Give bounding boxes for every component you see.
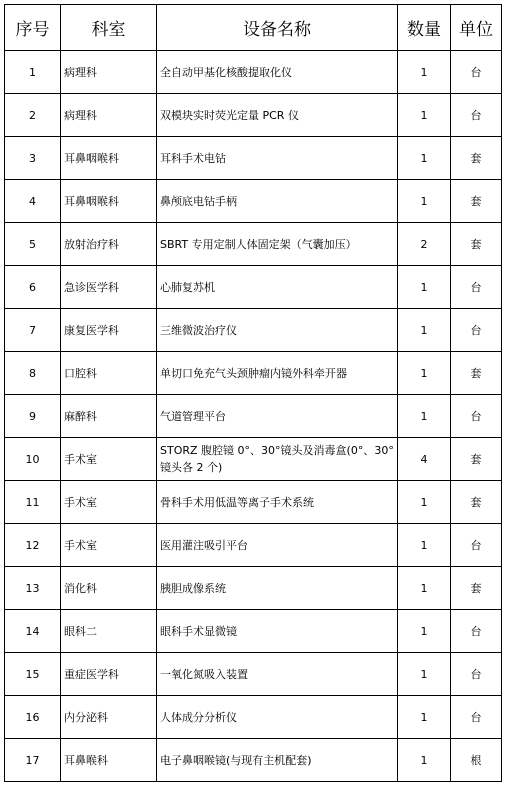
cell-unit: 台 bbox=[451, 524, 502, 567]
cell-name: 全自动甲基化核酸提取化仪 bbox=[157, 51, 398, 94]
cell-unit: 台 bbox=[451, 395, 502, 438]
cell-no: 6 bbox=[5, 266, 61, 309]
cell-dept: 急诊医学科 bbox=[61, 266, 157, 309]
cell-unit: 台 bbox=[451, 610, 502, 653]
table-row bbox=[5, 223, 502, 266]
cell-unit: 根 bbox=[451, 739, 502, 782]
cell-dept: 耳鼻咽喉科 bbox=[61, 137, 157, 180]
table-row bbox=[5, 567, 502, 610]
cell-no: 9 bbox=[5, 395, 61, 438]
table-row bbox=[5, 266, 502, 309]
cell-name: 单切口免充气头颈肿瘤内镜外科牵开器 bbox=[157, 352, 398, 395]
cell-dept: 病理科 bbox=[61, 94, 157, 137]
cell-unit: 套 bbox=[451, 137, 502, 180]
cell-dept: 麻醉科 bbox=[61, 395, 157, 438]
cell-no: 15 bbox=[5, 653, 61, 696]
cell-unit: 套 bbox=[451, 438, 502, 481]
cell-name: 鼻颅底电钻手柄 bbox=[157, 180, 398, 223]
table-row bbox=[5, 696, 502, 739]
cell-dept: 口腔科 bbox=[61, 352, 157, 395]
table-row bbox=[5, 94, 502, 137]
cell-qty: 1 bbox=[398, 524, 451, 567]
cell-dept: 内分泌科 bbox=[61, 696, 157, 739]
cell-qty: 1 bbox=[398, 266, 451, 309]
cell-name: 心肺复苏机 bbox=[157, 266, 398, 309]
cell-name: 人体成分分析仪 bbox=[157, 696, 398, 739]
cell-no: 16 bbox=[5, 696, 61, 739]
cell-no: 2 bbox=[5, 94, 61, 137]
cell-no: 3 bbox=[5, 137, 61, 180]
table-row bbox=[5, 438, 502, 481]
cell-no: 11 bbox=[5, 481, 61, 524]
equipment-table bbox=[4, 4, 502, 782]
cell-unit: 套 bbox=[451, 352, 502, 395]
cell-name: 骨科手术用低温等离子手术系统 bbox=[157, 481, 398, 524]
cell-name: 一氧化氮吸入装置 bbox=[157, 653, 398, 696]
cell-no: 14 bbox=[5, 610, 61, 653]
table-body bbox=[5, 51, 502, 782]
cell-dept: 手术室 bbox=[61, 524, 157, 567]
table-row bbox=[5, 395, 502, 438]
cell-dept: 放射治疗科 bbox=[61, 223, 157, 266]
cell-dept: 眼科二 bbox=[61, 610, 157, 653]
cell-qty: 1 bbox=[398, 395, 451, 438]
table-row bbox=[5, 137, 502, 180]
cell-qty: 1 bbox=[398, 653, 451, 696]
cell-no: 10 bbox=[5, 438, 61, 481]
header-row bbox=[5, 5, 502, 51]
cell-unit: 台 bbox=[451, 266, 502, 309]
cell-no: 1 bbox=[5, 51, 61, 94]
cell-qty: 1 bbox=[398, 481, 451, 524]
header-qty: 数量 bbox=[398, 5, 451, 51]
table-row bbox=[5, 739, 502, 782]
cell-unit: 台 bbox=[451, 696, 502, 739]
table-row bbox=[5, 481, 502, 524]
header-unit: 单位 bbox=[451, 5, 502, 51]
cell-qty: 1 bbox=[398, 51, 451, 94]
header-no: 序号 bbox=[5, 5, 61, 51]
cell-qty: 4 bbox=[398, 438, 451, 481]
cell-dept: 消化科 bbox=[61, 567, 157, 610]
header-name: 设备名称 bbox=[157, 5, 398, 51]
cell-unit: 套 bbox=[451, 481, 502, 524]
table-row bbox=[5, 180, 502, 223]
cell-no: 5 bbox=[5, 223, 61, 266]
cell-unit: 台 bbox=[451, 653, 502, 696]
cell-qty: 1 bbox=[398, 180, 451, 223]
table-row bbox=[5, 309, 502, 352]
cell-qty: 2 bbox=[398, 223, 451, 266]
cell-name: 电子鼻咽喉镜(与现有主机配套) bbox=[157, 739, 398, 782]
cell-unit: 套 bbox=[451, 567, 502, 610]
cell-no: 12 bbox=[5, 524, 61, 567]
cell-qty: 1 bbox=[398, 567, 451, 610]
cell-qty: 1 bbox=[398, 739, 451, 782]
cell-unit: 台 bbox=[451, 94, 502, 137]
table-row bbox=[5, 524, 502, 567]
cell-qty: 1 bbox=[398, 137, 451, 180]
cell-name: 耳科手术电钻 bbox=[157, 137, 398, 180]
table-row bbox=[5, 653, 502, 696]
cell-no: 8 bbox=[5, 352, 61, 395]
cell-no: 13 bbox=[5, 567, 61, 610]
cell-name: 气道管理平台 bbox=[157, 395, 398, 438]
cell-unit: 台 bbox=[451, 309, 502, 352]
cell-dept: 康复医学科 bbox=[61, 309, 157, 352]
cell-no: 4 bbox=[5, 180, 61, 223]
table-row bbox=[5, 352, 502, 395]
cell-unit: 台 bbox=[451, 51, 502, 94]
cell-dept: 手术室 bbox=[61, 438, 157, 481]
cell-dept: 重症医学科 bbox=[61, 653, 157, 696]
cell-no: 17 bbox=[5, 739, 61, 782]
cell-name: STORZ 腹腔镜 0°、30°镜头及消毒盒(0°、30°镜头各 2 个) bbox=[157, 438, 398, 481]
cell-no: 7 bbox=[5, 309, 61, 352]
cell-dept: 手术室 bbox=[61, 481, 157, 524]
cell-name: 胰胆成像系统 bbox=[157, 567, 398, 610]
cell-name: 医用灌注吸引平台 bbox=[157, 524, 398, 567]
table-row bbox=[5, 610, 502, 653]
cell-name: 三维微波治疗仪 bbox=[157, 309, 398, 352]
document-page bbox=[4, 4, 502, 782]
cell-unit: 套 bbox=[451, 180, 502, 223]
cell-qty: 1 bbox=[398, 352, 451, 395]
cell-unit: 套 bbox=[451, 223, 502, 266]
cell-qty: 1 bbox=[398, 94, 451, 137]
cell-dept: 耳鼻喉科 bbox=[61, 739, 157, 782]
cell-name: 眼科手术显微镜 bbox=[157, 610, 398, 653]
cell-name: 双模块实时荧光定量 PCR 仪 bbox=[157, 94, 398, 137]
header-dept: 科室 bbox=[61, 5, 157, 51]
cell-qty: 1 bbox=[398, 696, 451, 739]
cell-qty: 1 bbox=[398, 309, 451, 352]
cell-name: SBRT 专用定制人体固定架（气囊加压） bbox=[157, 223, 398, 266]
cell-dept: 病理科 bbox=[61, 51, 157, 94]
table-row bbox=[5, 51, 502, 94]
cell-dept: 耳鼻咽喉科 bbox=[61, 180, 157, 223]
cell-qty: 1 bbox=[398, 610, 451, 653]
